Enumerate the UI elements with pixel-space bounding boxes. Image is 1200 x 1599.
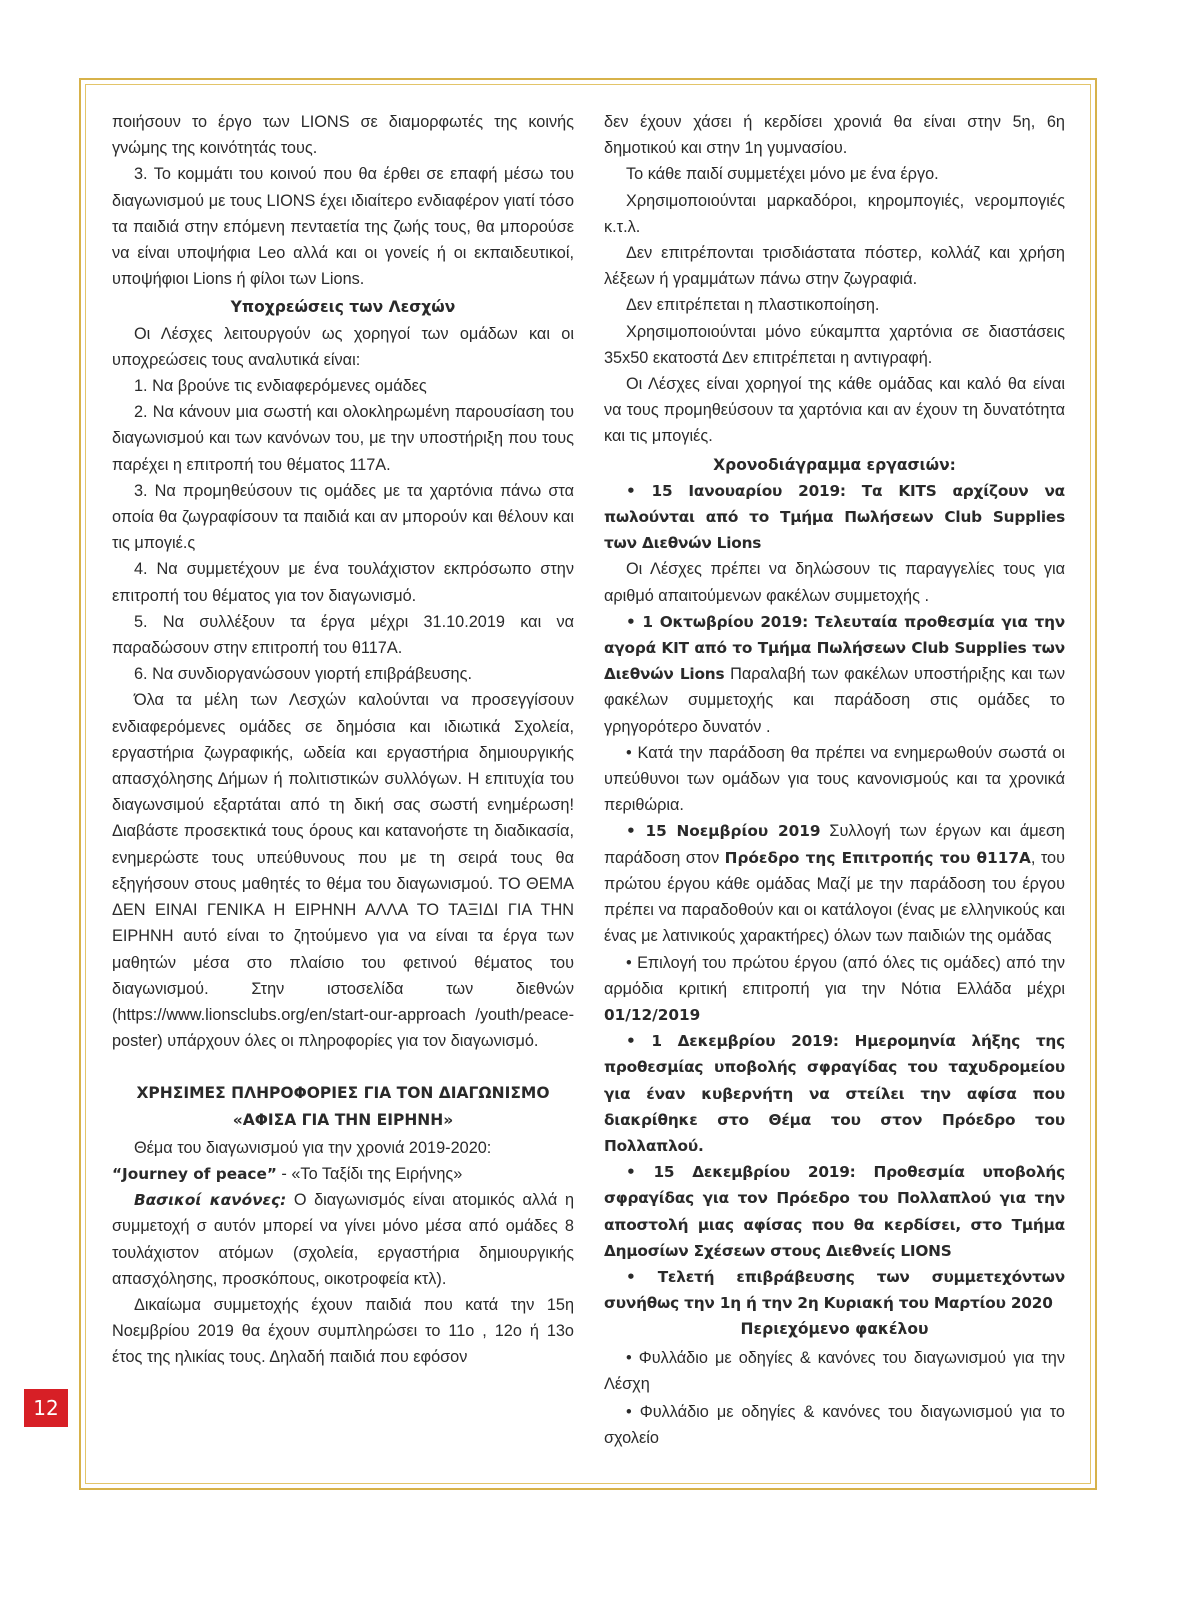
paragraph: Οι Λέσχες πρέπει να δηλώσουν τις παραγγελίες τους για αριθμό απαιτούμενων φακέλων συμμετοχής . [604, 560, 1065, 605]
schedule-heading: Χρονοδιάγραμμα εργασιών: [713, 455, 956, 474]
section-heading: Υποχρεώσεις των Λεσχών [230, 298, 456, 317]
right-column [604, 109, 1065, 1451]
schedule-text: , του πρώτου έργου κάθε ομάδας Μαζί με την παράδοση του έργου πρέπει να παραδοθούν και οι κατάλογοι (ένας με ελληνικούς και ένας με λατινικούς χαρακτήρες) όλων των παιδιών της ομάδας [604, 848, 1065, 946]
paragraph: Όλα τα μέλη των Λεσχών καλούνται να προσεγγίσουν ενδιαφερόμενες ομάδες σε δημόσια και ιδιωτικά Σχολεία, εργαστήρια ζωγραφικής, ωδεία και εργαστήρια δημιουργικής απασχόλησης Δήμων ή πολιτιστικών συλλόγων. Η επιτυχία του διαγωνσιμού εξαρτάται από τη δική σας σωστή ενημέρωση! Διαβάστε προσεκτικά τους όρους και κατανοήστε τη διαδικασία, ενημερώστε τους υπεύθυνους που με τη σειρά τους θα εξηγήσουν στους μαθητές το θέμα του διαγωνισμού. ΤΟ ΘΕΜΑ ΔΕΝ ΕΙΝΑΙ ΓΕΝΙΚΑ Η ΕΙΡΗΝΗ ΑΛΛΑ ΤΟ ΤΑΞΙΔΙ ΓΙΑ ΤΗΝ ΕΙΡΗΝΗ αυτό είναι το ζητούμενο για να είναι τα έργα των μαθητών μέσα στο πλαίσιο του φετινού θέματος του διαγωνισμού. Στην ιστοσελίδα των διεθνών (https://www.lionsclubs.org/en/start-our-approach /youth/peace- poster) υπάρχουν όλες οι πληροφορίες για τον διαγωνισμό. [112, 691, 574, 1051]
info-heading-line: «ΑΦΙΣΑ ΓΙΑ ΤΗΝ ΕΙΡΗΝΗ» [232, 1110, 454, 1129]
schedule-item: • 1 Δεκεμβρίου 2019: Ημερομηνία λήξης της προθεσμίας υποβολής σφραγίδας του ταχυδρομείου για έναν κυβερνήτη να στείλει την αφίσα που διακρίθηκε στο Θέμα του στον Πρόεδρο του Πολλαπλού. [604, 1032, 1065, 1155]
list-item: 1. Να βρούνε τις ενδιαφερόμενες ομάδες [134, 377, 427, 396]
paragraph [112, 1187, 574, 1292]
list-item: • Φυλλάδιο με οδηγίες & κανόνες του διαγωνισμού για το σχολείο [604, 1402, 1065, 1448]
list-item: • Φυλλάδιο με οδηγίες & κανόνες του διαγωνισμού για την Λέσχη [604, 1348, 1065, 1393]
paragraph: Δικαίωμα συμμετοχής έχουν παιδιά που κατά την 15η Νοεμβρίου 2019 θα έχουν συμπληρώσει το 11ο , 12ο ή 13ο έτος της ηλικίας τους. Δηλαδή παιδιά που εφόσον [112, 1295, 574, 1367]
info-heading-line: ΧΡΗΣΙΜΕΣ ΠΛΗΡΟΦΟΡΙΕΣ ΓΙΑ ΤΟΝ ΔΙΑΓΩΝΙΣΜΟ [136, 1084, 550, 1103]
list-item: 5. Να συλλέξουν τα έργα μέχρι 31.10.2019 και να παραδώσουν στην επιτροπή του θ117Α. [112, 612, 574, 658]
schedule-item [604, 818, 1065, 949]
left-column [112, 109, 574, 1371]
page-number-badge: 12 [24, 1389, 68, 1427]
topic-label: Θέμα του διαγωνισμού για την χρονιά 2019-2020: [134, 1138, 492, 1157]
schedule-date: • 1 Οκτωβρίου 2019: Τελευταία προθεσμία για την αγορά KIT από το Τμήμα Πωλήσεων Club Supplies των Διεθνών Lions [604, 612, 1065, 684]
paragraph [112, 1135, 574, 1187]
schedule-text: Συλλογή των έργων και άμεση παράδοση στον [604, 822, 1065, 867]
paragraph: δεν έχουν χάσει ή κερδίσει χρονιά θα είναι στην 5η, 6η δημοτικού και στην 1η γυμνασίου. [604, 113, 1065, 158]
selection-date: 01/12/2019 [604, 1005, 701, 1024]
envelope-heading: Περιεχόμενο φακέλου [740, 1320, 929, 1339]
paragraph: Δεν επιτρέπονται τρισδιάστατα πόστερ, κολλάζ και χρήση λέξεων ή γραμμάτων πάνω στην ζωγραφιά. [604, 244, 1065, 289]
paragraph: Χρησιμοποιούνται μόνο εύκαμπτα χαρτόνια σε διαστάσεις 35x50 εκατοστά Δεν επιτρέπεται η αντιγραφή. [604, 322, 1065, 367]
paragraph [604, 950, 1065, 1029]
rules-text: Ο διαγωνισμός είναι ατομικός αλλά η συμμετοχή σ αυτόν μπορεί να γίνει μόνο μέσα από ομάδες 8 τουλάχιστον ατόμων (σχολεία, εργαστήρια δημιουργικής απασχόλησης, προσκόπους, οικοτροφεία κτλ). [112, 1191, 574, 1288]
topic-title: “Journey of peace” [112, 1164, 277, 1183]
topic-translation: - «Το Ταξίδι της Ειρήνης» [276, 1164, 463, 1183]
schedule-item [604, 609, 1065, 740]
schedule-recipient: Πρόεδρο της Επιτροπής του θ117Α [724, 848, 1031, 867]
paragraph: Χρησιμοποιούνται μαρκαδόροι, κηρομπογιές, νερομπογιές κ.τ.λ. [604, 191, 1065, 236]
paragraph: ποιήσουν το έργο των LIONS σε διαμορφωτές της κοινής γνώμης της κοινότητάς τους. [112, 113, 574, 158]
paragraph: • Κατά την παράδοση θα πρέπει να ενημερωθούν σωστά οι υπεύθυνοι των ομάδων για τους κανονισμούς και τα χρονικά περιθώρια. [604, 743, 1065, 815]
selection-text: • Επιλογή του πρώτου έργου (από όλες τις ομάδες) από την αρμόδια κριτική επιτροπή για την Νότια Ελλάδα μέχρι [604, 953, 1065, 998]
list-item: 3. Να προμηθεύσουν τις ομάδες με τα χαρτόνια πάνω στα οποία θα ζωγραφίσουν τα παιδιά και αν μπορούν και θέλουν και τις μπογιέ.ς [112, 481, 574, 553]
paragraph: Οι Λέσχες είναι χορηγοί της κάθε ομάδας και καλό θα είναι να τους προμηθεύσουν τα χαρτόνια και αν έχουν τη δυνατότητα και τις μπογιές. [604, 375, 1065, 446]
list-item: 6. Να συνδιοργανώσουν γιορτή επιβράβευσης. [134, 665, 472, 684]
schedule-item: • 15 Δεκεμβρίου 2019: Προθεσμία υποβολής σφραγίδας για τον Πρόεδρο του Πολλαπλού για την αποστολή μιας αφίσας που θα κερδίσει, στο Τμήμα Δημοσίων Σχέσεων στους Διεθνείς LIONS [604, 1163, 1065, 1260]
schedule-date: • 15 Νοεμβρίου 2019 [626, 822, 821, 841]
schedule-item: • 15 Ιανουαρίου 2019: Τα KITS αρχίζουν να πωλούνται από το Τμήμα Πωλήσεων Club Supplies των Διεθνών Lions [604, 481, 1065, 553]
paragraph: Δεν επιτρέπεται η πλαστικοποίηση. [626, 296, 880, 315]
paragraph: Οι Λέσχες λειτουργούν ως χορηγοί των ομάδων και οι υποχρεώσεις τους αναλυτικά είναι: [112, 324, 574, 369]
list-item: 2. Να κάνουν μια σωστή και ολοκληρωμένη παρουσίαση του διαγωνισμού και των κανόνων του, με την υποστήριξη που τους παρέχει η επιτροπή του θέματος 117Α. [112, 403, 574, 474]
paragraph: 3. Το κομμάτι του κοινού που θα έρθει σε επαφή μέσω του διαγωνισμού με τους LIONS έχει ιδιαίτερο ενδιαφέρον γιατί τόσο τα παιδιά στην επόμενη πενταετία της ζωής τους, θα μπορούσε να είναι υποψήφια Leo αλλά και οι γονείς ή οι εκπαιδευτικοί, υποψήφιοι Lions ή φίλοι των Lions. [112, 165, 574, 289]
list-item: 4. Να συμμετέχουν με ένα τουλάχιστον εκπρόσωπο στην επιτροπή του θέματος για τον διαγωνισμό. [112, 560, 574, 605]
rules-label: Βασικοί κανόνες: [134, 1191, 287, 1210]
info-heading [112, 1080, 574, 1132]
schedule-text: Παραλαβή των φακέλων υποστήριξης και των φακέλων συμμετοχής και παράδοση στις ομάδες το γρηγορότερο δυνατόν . [604, 665, 1065, 736]
schedule-item: • Τελετή επιβράβευσης των συμμετεχόντων συνήθως την 1η ή την 2η Κυριακή του Μαρτίου 2020 [604, 1267, 1065, 1313]
paragraph: Το κάθε παιδί συμμετέχει μόνο με ένα έργο. [626, 165, 939, 184]
